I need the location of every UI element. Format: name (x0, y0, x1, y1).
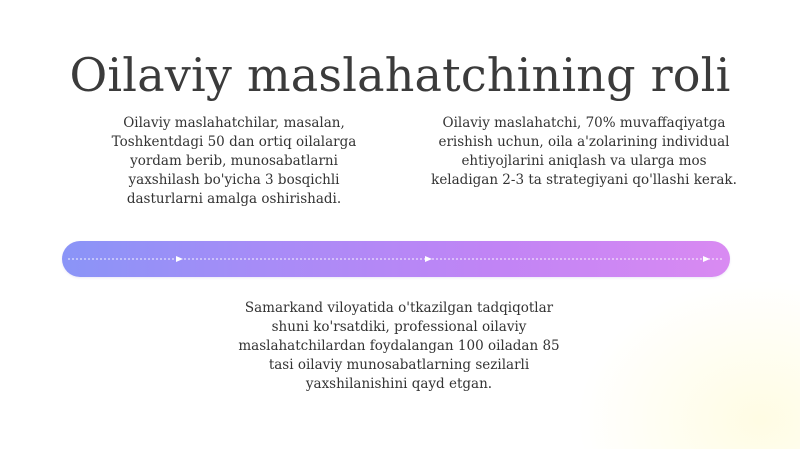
text-line: Oilaviy maslahatchi, 70% muvaffaqiyatga (442, 115, 726, 131)
text-line: maslahatchilardan foydalangan 100 oiladan 85 (238, 338, 560, 354)
text-line: erishish uchun, oila a'zolarining individual (438, 134, 730, 150)
arrow-right-icon (703, 256, 710, 262)
text-line: yordam berib, munosabatlarni (130, 153, 338, 169)
text-block-left (84, 114, 384, 209)
text-line: ehtiyojlarini aniqlash va ularga mos (461, 153, 707, 169)
text-line: Oilaviy maslahatchilar, masalan, (123, 115, 345, 131)
arrow-right-icon (176, 256, 183, 262)
text-line: shuni ko'rsatdiki, professional oilaviy (271, 319, 527, 335)
text-line: tasi oilaviy munosabatlarning sezilarli (268, 357, 530, 373)
text-line: yaxshilanishini qayd etgan. (305, 376, 493, 392)
timeline-arrows (62, 241, 730, 277)
text-line: yaxshilash bo'yicha 3 bosqichli (128, 172, 340, 188)
text-line: keladigan 2-3 ta strategiyani qo'llashi kerak. (431, 172, 737, 188)
text-line: Toshkentdagi 50 dan ortiq oilalarga (111, 134, 357, 150)
text-line: dasturlarni amalga oshirishadi. (126, 191, 342, 207)
slide-title: Oilaviy maslahatchining roli (69, 47, 731, 102)
arrow-right-icon (425, 256, 432, 262)
text-block-bottom (234, 299, 564, 394)
text-block-right (414, 114, 754, 190)
timeline-bar (62, 241, 730, 277)
text-line: Samarkand viloyatida o'tkazilgan tadqiqotlar (244, 300, 554, 316)
